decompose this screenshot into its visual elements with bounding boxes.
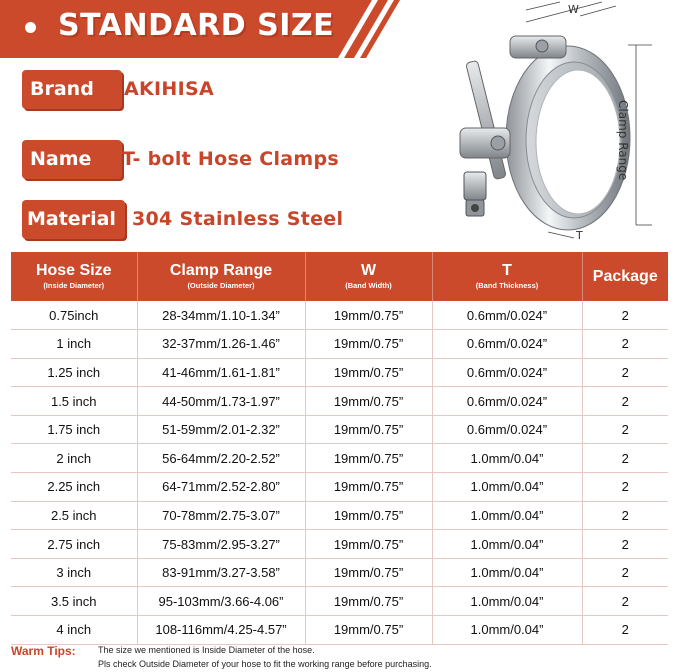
cell-package: 2: [582, 530, 668, 559]
name-row: [22, 140, 422, 179]
cell-package: 2: [582, 330, 668, 359]
cell-hose-size: 1.5 inch: [11, 387, 137, 416]
cell-hose-size: 1.25 inch: [11, 358, 137, 387]
header-band-width: W (Band Width): [305, 252, 432, 301]
table-header-row: [11, 252, 668, 301]
hose-clamp-icon: [440, 0, 679, 250]
cell-clamp-range: 75-83mm/2.95-3.27”: [137, 530, 305, 559]
cell-band-thickness: 1.0mm/0.04”: [432, 558, 582, 587]
cell-hose-size: 3 inch: [11, 558, 137, 587]
table-row: [11, 616, 668, 645]
cell-package: 2: [582, 387, 668, 416]
cell-package: 2: [582, 358, 668, 387]
header-clamp-range: Clamp Range (Outside Diameter): [137, 252, 305, 301]
material-value: 304 Stainless Steel: [132, 208, 344, 230]
table-row: [11, 330, 668, 359]
cell-clamp-range: 41-46mm/1.61-1.81”: [137, 358, 305, 387]
brand-label: Brand: [22, 70, 122, 109]
cell-clamp-range: 44-50mm/1.73-1.97”: [137, 387, 305, 416]
cell-hose-size: 2.5 inch: [11, 501, 137, 530]
size-table-grid: [11, 252, 668, 645]
cell-band-thickness: 1.0mm/0.04”: [432, 473, 582, 502]
cell-band-thickness: 0.6mm/0.024”: [432, 415, 582, 444]
header-package: Package: [582, 252, 668, 301]
brand-value: AKIHISA: [124, 78, 214, 100]
cell-band-thickness: 0.6mm/0.024”: [432, 358, 582, 387]
cell-band-width: 19mm/0.75”: [305, 616, 432, 645]
cell-band-width: 19mm/0.75”: [305, 473, 432, 502]
table-row: [11, 473, 668, 502]
brand-row: [22, 70, 422, 109]
warm-tips-line-1: The size we mentioned is Inside Diameter of the hose.: [98, 645, 315, 655]
cell-clamp-range: 95-103mm/3.66-4.06”: [137, 587, 305, 616]
cell-band-thickness: 1.0mm/0.04”: [432, 501, 582, 530]
cell-band-thickness: 1.0mm/0.04”: [432, 444, 582, 473]
cell-package: 2: [582, 616, 668, 645]
page-title: STANDARD SIZE: [58, 8, 335, 43]
cell-band-width: 19mm/0.75”: [305, 530, 432, 559]
cell-band-width: 19mm/0.75”: [305, 444, 432, 473]
cell-hose-size: 2.75 inch: [11, 530, 137, 559]
cell-band-thickness: 1.0mm/0.04”: [432, 587, 582, 616]
cell-hose-size: 1.75 inch: [11, 415, 137, 444]
product-image: [440, 0, 679, 250]
cell-package: 2: [582, 587, 668, 616]
cell-package: 2: [582, 415, 668, 444]
cell-clamp-range: 32-37mm/1.26-1.46”: [137, 330, 305, 359]
cell-clamp-range: 64-71mm/2.52-2.80”: [137, 473, 305, 502]
cell-band-thickness: 1.0mm/0.04”: [432, 530, 582, 559]
cell-hose-size: 3.5 inch: [11, 587, 137, 616]
cell-clamp-range: 108-116mm/4.25-4.57”: [137, 616, 305, 645]
table-row: [11, 387, 668, 416]
cell-package: 2: [582, 301, 668, 330]
cell-hose-size: 2.25 inch: [11, 473, 137, 502]
cell-hose-size: 2 inch: [11, 444, 137, 473]
table-row: [11, 444, 668, 473]
table-row: [11, 358, 668, 387]
cell-band-width: 19mm/0.75”: [305, 587, 432, 616]
cell-band-width: 19mm/0.75”: [305, 301, 432, 330]
size-table: [11, 252, 668, 645]
header-banner: [0, 0, 400, 58]
table-row: [11, 530, 668, 559]
table-row: [11, 587, 668, 616]
cell-band-width: 19mm/0.75”: [305, 387, 432, 416]
name-label: Name: [22, 140, 122, 179]
band-width-label: W: [568, 3, 579, 16]
cell-clamp-range: 28-34mm/1.10-1.34”: [137, 301, 305, 330]
cell-package: 2: [582, 501, 668, 530]
cell-clamp-range: 83-91mm/3.27-3.58”: [137, 558, 305, 587]
band-thickness-label: T: [576, 229, 583, 242]
cell-band-width: 19mm/0.75”: [305, 330, 432, 359]
cell-band-thickness: 0.6mm/0.024”: [432, 301, 582, 330]
table-row: [11, 501, 668, 530]
table-row: [11, 415, 668, 444]
material-row: [22, 200, 422, 239]
table-row: [11, 301, 668, 330]
cell-band-width: 19mm/0.75”: [305, 358, 432, 387]
cell-band-width: 19mm/0.75”: [305, 501, 432, 530]
cell-clamp-range: 51-59mm/2.01-2.32”: [137, 415, 305, 444]
material-label: Material: [22, 200, 125, 239]
warm-tips-label: Warm Tips:: [11, 644, 76, 658]
warm-tips-line-2: Pls check Outside Diameter of your hose to fit the working range before purchasing.: [98, 659, 432, 669]
table-body: [11, 301, 668, 644]
cell-package: 2: [582, 444, 668, 473]
cell-package: 2: [582, 558, 668, 587]
cell-band-thickness: 1.0mm/0.04”: [432, 616, 582, 645]
cell-clamp-range: 70-78mm/2.75-3.07”: [137, 501, 305, 530]
cell-hose-size: 0.75inch: [11, 301, 137, 330]
table-row: [11, 558, 668, 587]
cell-band-thickness: 0.6mm/0.024”: [432, 330, 582, 359]
header-band-thickness: T (Band Thickness): [432, 252, 582, 301]
bullet-icon: [25, 22, 36, 33]
name-value: T- bolt Hose Clamps: [122, 148, 339, 170]
header-hose-size: Hose Size (Inside Diameter): [11, 252, 137, 301]
cell-clamp-range: 56-64mm/2.20-2.52”: [137, 444, 305, 473]
cell-band-width: 19mm/0.75”: [305, 415, 432, 444]
cell-band-width: 19mm/0.75”: [305, 558, 432, 587]
clamp-range-label: Clamp Range: [616, 100, 630, 181]
cell-hose-size: 1 inch: [11, 330, 137, 359]
cell-band-thickness: 0.6mm/0.024”: [432, 387, 582, 416]
cell-package: 2: [582, 473, 668, 502]
cell-hose-size: 4 inch: [11, 616, 137, 645]
